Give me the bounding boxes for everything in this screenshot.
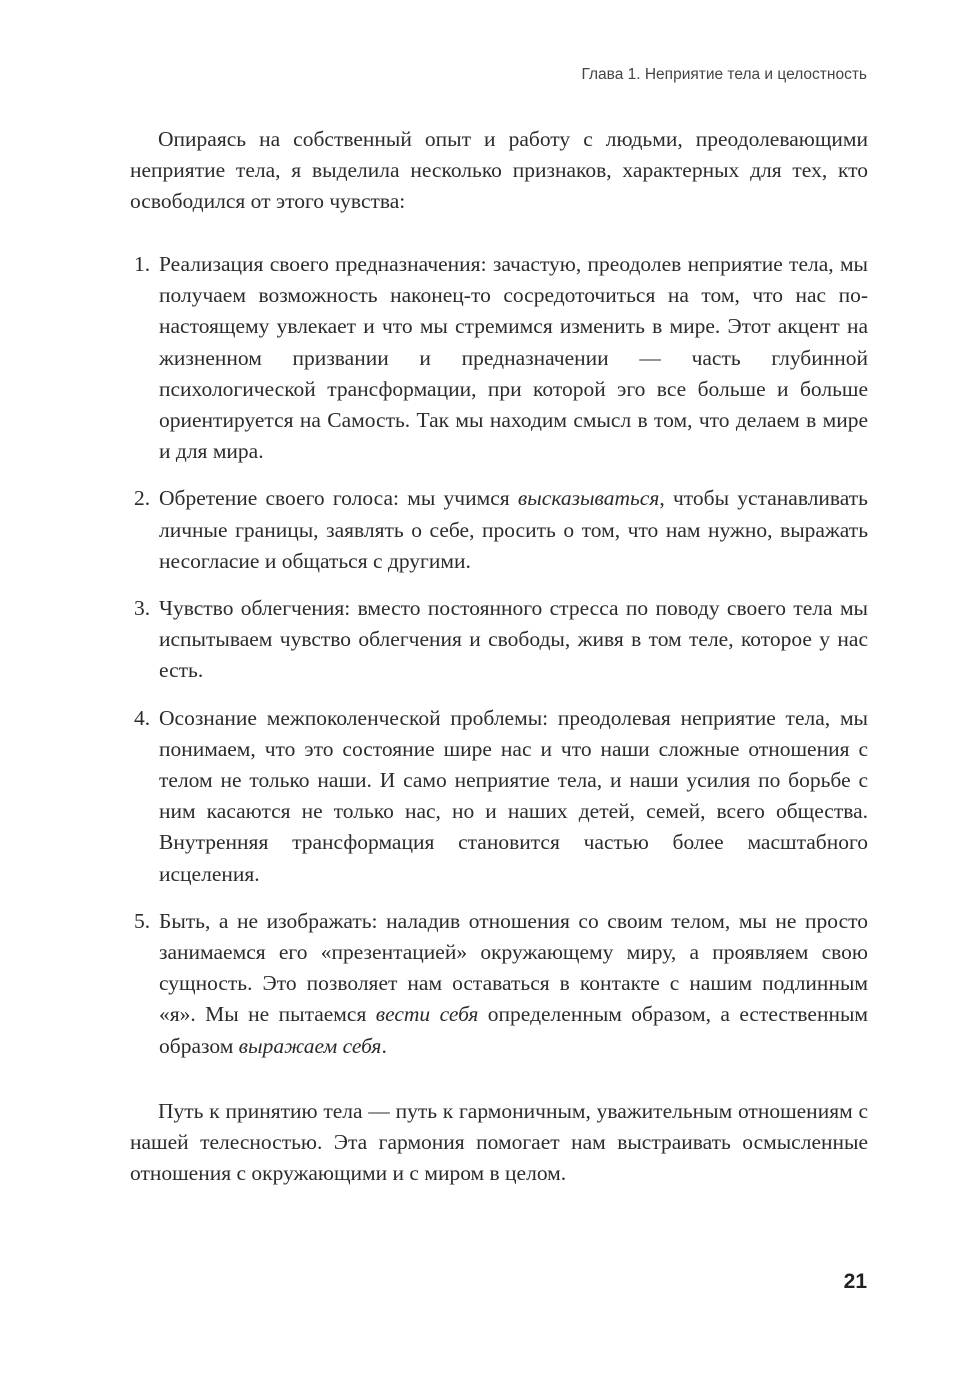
list-item-text: Обретение своего голоса: мы учимся — [159, 486, 518, 511]
list-item — [130, 703, 868, 890]
list-item-number: 3. — [134, 596, 151, 621]
intro-paragraph: Опираясь на собственный опыт и работу с людьми, преодолевающими неприятие тела, я выделила несколько признаков, характерных для тех, кто освободился от этого чувства: — [130, 127, 868, 214]
running-header: Глава 1. Неприятие тела и целостность — [581, 66, 867, 83]
list-item-number: 5. — [134, 908, 151, 933]
list-item — [130, 906, 868, 1062]
list-item-text: определенным образом, а естественным образом — [159, 1002, 869, 1058]
list-item-number: 1. — [134, 252, 151, 276]
list-item-emphasis: вести себя — [375, 1002, 479, 1027]
list-item-text: Осознание межпоколенческой проблемы: преодолевая неприятие тела, мы понимаем, что это состояние шире нас и что наши сложные отношения с телом не только наши. И само неприятие тела, и наши усилия по борьбе с ним касаются не только нас, но и наших детей, семей, всего общества. Внутренняя трансформация становится частью более масштабного исцеления. — [159, 705, 868, 886]
list-item-text: Реализация своего предназначения: зачастую, преодолев неприятие тела, мы получаем возможность наконец-то сосредоточиться на том, что нас по-настоящему увлекает и что мы стремимся изменить в мире. Этот акцент на жизненном призвании и предназначении — часть глубинной психологической трансформации, при которой эго все больше и больше ориентируется на Самость. Так мы находим смысл в том, что делаем в мире и для мира. — [159, 252, 868, 464]
list-item-text: Быть, а не изображать: наладив отношения со своим телом, мы не просто занимаемся его «презентацией» окружающему миру, а проявляем свою сущность. Это позволяет нам оставаться в контакте с нашим подлинным «я». Мы не пытаемся — [159, 908, 868, 1027]
list-item-emphasis: высказываться — [517, 486, 660, 511]
list-item-number: 4. — [134, 705, 151, 730]
list-item-number: 2. — [134, 486, 151, 511]
list-item-text: Чувство облегчения: вместо постоянного стресса по поводу своего тела мы испытываем чувство облегчения и свободы, живя в том теле, которое у нас есть. — [159, 596, 868, 683]
closing-paragraph: Путь к принятию тела — путь к гармоничным, уважительным отношениям с нашей телесностью. Эта гармония помогает нам выстраивать осмысленные отношения с окружающими и с миром в целом. — [130, 1099, 868, 1186]
page-number: 21 — [843, 1270, 867, 1293]
list-item-emphasis: выражаем себя — [238, 1033, 382, 1058]
criteria-list — [130, 249, 868, 1078]
list-item-text: . — [381, 1033, 387, 1058]
list-item — [130, 593, 868, 687]
list-item — [130, 249, 868, 467]
list-item-text: , чтобы устанавливать личные границы, заявлять о себе, просить о том, что нам нужно, выражать несогласие и общаться с другими. — [159, 486, 868, 573]
list-item — [130, 483, 868, 577]
